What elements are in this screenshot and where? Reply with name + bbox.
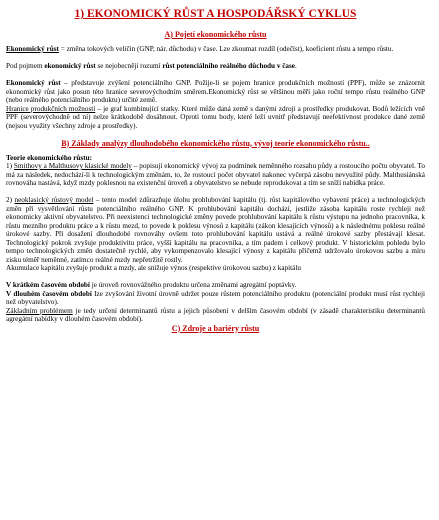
growth-ppf-paragraph (6, 79, 425, 105)
text-run: Pod pojmem (6, 62, 45, 70)
ppf-term: Hranice produkčních možností (6, 104, 96, 113)
definition-paragraph (6, 45, 425, 54)
long-term-text: Ize zvyšování životní úrovně udržet pouze růstem potenciálního produktu (potenciální produkt musí růst rychleji než obyvatelstvo). (6, 289, 425, 306)
bold-run: ekonomický růst (44, 62, 96, 70)
short-term-text: je úroveň rovnovážného produktu určena změnami agregátní poptávky. (89, 281, 297, 289)
potential-income-paragraph (6, 62, 425, 71)
basic-problem-paragraph (6, 307, 425, 324)
text-run: se nejobecněji rozumí (95, 62, 163, 70)
long-term-term: V dlouhém časovém období (6, 289, 92, 298)
basic-problem-term: Základním problémem (6, 306, 73, 315)
section-a-heading: A) Pojetí ekonomického růstu (164, 30, 267, 39)
bold-run: růst potenciálního reálného důchodu v čase (162, 62, 295, 70)
theory-item-1 (6, 162, 425, 188)
definition-term: Ekonomický růst (6, 45, 59, 53)
growth-text: – představuje zvýšení potenciálního GNP. Požije-li se pojem hranice produkčních možností (PPF), může se znázornit ekonomický růst jako posun této hranice severovýchodním směrem.Ekonomický růst se většinou měří jako roční tempo růstu reálného GNP (nebo reálného potenciálního produktu) určité země. (6, 79, 426, 104)
theory-item-2 (6, 196, 425, 264)
section-c-heading: C) Zdroje a bariéry růstu (171, 323, 260, 333)
growth-term: Ekonomický růst (6, 79, 61, 87)
theory-heading-text: Teorie ekonomického růstu: (6, 153, 92, 162)
ppf-text: – je graf kombinující statky. Které může daná země s danými zdroji a prostředky produkovat. Bodů ležících vně PPF (severovýchodně od ní) nelze krátkodobě dosáhnout. Oproti tomu body, které leží uvnitř představují neefektivnost produkce dané země (nejsou využity všechny zdroje a prostředky). (6, 104, 425, 130)
long-term-paragraph (6, 290, 425, 307)
page-title: 1) EKONOMICKÝ RŮST A HOSPODÁŘSKÝ CYKLUS (74, 8, 357, 20)
short-term-paragraph (6, 281, 425, 290)
item-number: 1) (6, 162, 14, 170)
section-b-heading: B) Základy analýzy dlouhodobého ekonomického růstu, vývoj teorie ekonomického růstu.. (61, 138, 370, 148)
item-number: 2) (6, 196, 15, 204)
short-term-term: V krátkém časovém období (6, 281, 90, 289)
item-term: Smithovy a Malthusovy klasické modely (13, 162, 132, 170)
item-term: neoklasický růstový model (14, 196, 94, 204)
ppf-paragraph (6, 105, 425, 131)
definition-text: = změna tokových veličin (GNP, nár. důchodu) v čase. Lze zkoumat rozdíl (odečíst), koeficient růstu a tempo růstu. (58, 45, 394, 53)
accumulation-note: Akumulace kapitálu zvyšuje produkt a mzdy, ale snižuje výnos (respektive úrokovou sazbu) z kapitálu (6, 264, 301, 272)
item-text: – tento model zdůrazňuje úlohu prohlubování kapitálu (tj. růst kapitálového vybavení práce) a technologických změn při vysvětlování růstu potenciálního reálného GNP. K prohlubování kapitálu dochází, jestliže zásoba kapitálu roste rychleji než ekonomicky aktivní obyvatelstvo. Při neexistenci technologické změny povede prohlubování kapitálu k růstu výstupu na jednoho pracovníka, k růstu mezního produktu práce a k růstu mezd, to povede k poklesu výnosů z kapitálu (zákon klesajících výnosů) a k následnému poklesu reálné úrokové sazby. Při dosažení dlouhodobé rovnováhy ovšem toto prohlubování kapitálu ustává a reálné úrokové sazby přestávají klesat. Technologický pokrok zvyšuje produktivitu práce, vyšší kapitálu na pracovníka, a tím padem i celkový produkt. V historickém pohledu bylo tempo technologických změn dostatečně rychlé, aby vykompenzovalo klesající výnosy z kapitálu přičemž udržovalo úrokovou sazbu a míru zisku téměř neměnné, zatímco reálné mzdy nepřetržitě rostly. (6, 196, 425, 264)
item-text: – popisují ekonomický vývoj za podmínek neměnného rozsahu půdy a rostoucího počtu obyvatel. To má za následek, nedochází-li k technologickým změnám, to, že rostoucí počet obyvatel nakonec vyčerpá zásobu nevyužité půdy. Malthusiánská rovnováha nastává, když mzdy poklesnou na existenční úroveň a obyvatelstvo se nebude reprodukovat a tím se sníží nabídka práce. (6, 162, 425, 187)
basic-problem-text: je tedy určení determinantů růstu a jejich působení v delším časovém období (v zásadě charakteristiku determinantů agregátní nabídky v dlouhém časovém období). (6, 306, 426, 323)
theory-heading (6, 154, 425, 163)
text-run: . (295, 62, 297, 70)
